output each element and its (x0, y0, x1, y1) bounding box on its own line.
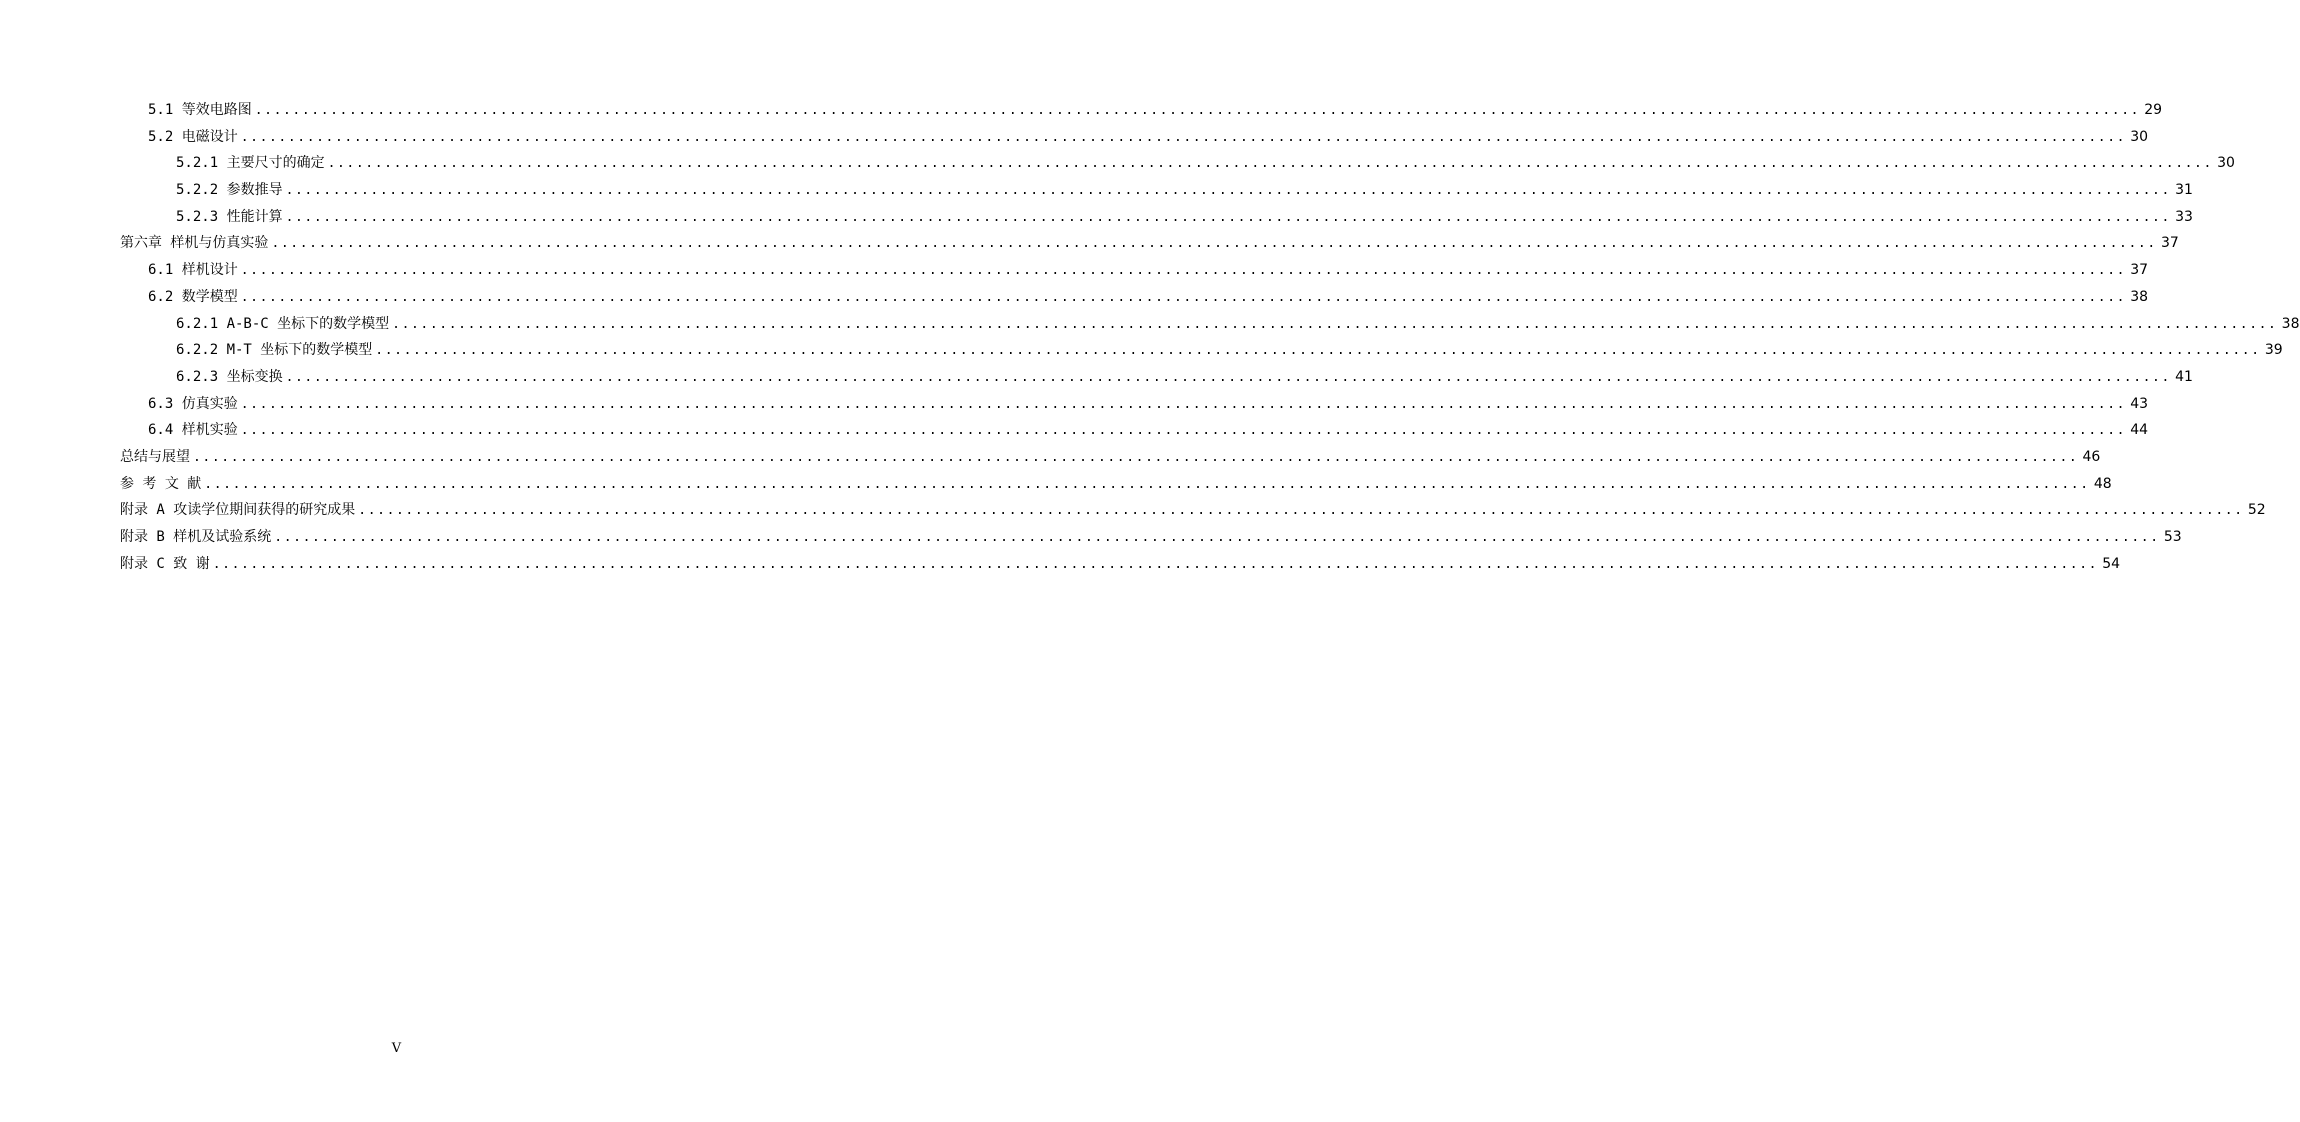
toc-entry-page: 44 (2130, 422, 2149, 439)
toc-entry-page: 33 (2175, 208, 2193, 225)
toc-entry[interactable] (120, 257, 2149, 284)
table-of-contents (120, 97, 2300, 577)
toc-entry-title: 5.2.3 性能计算 (176, 208, 283, 225)
toc-dot-leader: ........................................................................................................................................................................................................ (327, 156, 2213, 172)
toc-dot-leader: ........................................................................................................................................................................................................ (358, 503, 2244, 519)
toc-entry[interactable] (120, 124, 2149, 151)
toc-entry-page: 48 (2093, 475, 2112, 492)
toc-entry[interactable] (120, 204, 2193, 231)
toc-entry-title: 附录 C 致 谢 (120, 555, 210, 572)
toc-entry-title: 6.2 数学模型 (148, 288, 238, 305)
toc-entry-page: 29 (2144, 102, 2163, 118)
toc-entry-page: 30 (2130, 128, 2149, 145)
toc-dot-leader: ........................................................................................................................................................................................................ (392, 316, 2278, 332)
toc-dot-leader: ........................................................................................................................................................................................................ (240, 423, 2127, 439)
toc-entry[interactable] (120, 524, 2182, 551)
toc-entry-page: 37 (2130, 262, 2149, 279)
toc-entry-page: 41 (2175, 368, 2193, 385)
toc-entry-page: 43 (2130, 395, 2149, 412)
toc-entry-page: 31 (2175, 182, 2193, 199)
toc-entry[interactable] (120, 230, 2179, 257)
toc-entry[interactable] (120, 417, 2149, 444)
toc-dot-leader: ........................................................................................................................................................................................................ (254, 103, 2141, 118)
toc-entry-title: 第六章 样机与仿真实验 (120, 235, 269, 252)
toc-entry[interactable] (120, 551, 2121, 578)
toc-dot-leader: ........................................................................................................................................................................................................ (240, 289, 2127, 305)
toc-entry[interactable] (120, 150, 2235, 177)
toc-entry-title: 5.2.2 参数推导 (176, 182, 283, 199)
toc-entry-page: 54 (2102, 555, 2121, 572)
toc-entry-title: 6.4 样机实验 (148, 422, 238, 439)
toc-entry-title: 6.2.2 M-T 坐标下的数学模型 (176, 342, 373, 359)
toc-entry-title: 附录 A 攻读学位期间获得的研究成果 (120, 502, 356, 519)
toc-entry[interactable] (120, 364, 2193, 391)
toc-entry-title: 6.2.3 坐标变换 (176, 368, 283, 385)
toc-entry-page: 38 (2130, 288, 2149, 305)
toc-dot-leader: ........................................................................................................................................................................................................ (285, 209, 2171, 225)
toc-entry[interactable] (120, 471, 2112, 498)
toc-entry-page: 46 (2082, 448, 2101, 465)
toc-dot-leader: ........................................................................................................................................................................................................ (212, 556, 2099, 572)
toc-dot-leader: ........................................................................................................................................................................................................ (193, 449, 2079, 465)
toc-entry[interactable] (120, 444, 2101, 471)
toc-entry-title: 参 考 文 献 (120, 475, 202, 492)
toc-dot-leader: ........................................................................................................................................................................................................ (240, 129, 2127, 145)
toc-entry-title: 总结与展望 (120, 448, 190, 465)
toc-entry-title: 6.2.1 A-B-C 坐标下的数学模型 (176, 315, 390, 332)
toc-entry-page: 52 (2247, 502, 2266, 519)
toc-entry-title: 5.2.1 主要尺寸的确定 (176, 155, 325, 172)
toc-dot-leader: ........................................................................................................................................................................................................ (271, 236, 2157, 252)
toc-entry[interactable] (120, 284, 2149, 311)
toc-dot-leader: ........................................................................................................................................................................................................ (375, 343, 2261, 359)
toc-entry-page: 53 (2163, 529, 2182, 545)
toc-dot-leader: ........................................................................................................................................................................................................ (240, 396, 2127, 412)
toc-entry[interactable] (120, 177, 2193, 204)
toc-dot-leader: ........................................................................................................................................................................................................ (285, 183, 2171, 199)
toc-entry[interactable] (120, 391, 2149, 418)
toc-dot-leader: ........................................................................................................................................................................................................ (285, 369, 2171, 385)
toc-entry[interactable] (120, 497, 2266, 524)
toc-entry[interactable] (120, 97, 2163, 124)
toc-entry-page: 38 (2281, 315, 2300, 332)
toc-entry-page: 30 (2217, 155, 2235, 172)
toc-entry[interactable] (120, 311, 2300, 338)
toc-entry[interactable] (120, 337, 2283, 364)
toc-entry-page: 37 (2160, 235, 2179, 252)
toc-entry-title: 5.1 等效电路图 (148, 102, 252, 118)
toc-entry-title: 附录 B 样机及试验系统 (120, 529, 272, 545)
toc-dot-leader: ........................................................................................................................................................................................................ (274, 530, 2160, 545)
toc-entry-title: 5.2 电磁设计 (148, 128, 238, 145)
toc-dot-leader: ........................................................................................................................................................................................................ (240, 263, 2127, 279)
toc-entry-title: 6.1 样机设计 (148, 262, 238, 279)
toc-dot-leader: ........................................................................................................................................................................................................ (204, 476, 2090, 492)
toc-entry-title: 6.3 仿真实验 (148, 395, 238, 412)
toc-entry-page: 39 (2264, 342, 2283, 359)
page-number: V (391, 1041, 402, 1056)
